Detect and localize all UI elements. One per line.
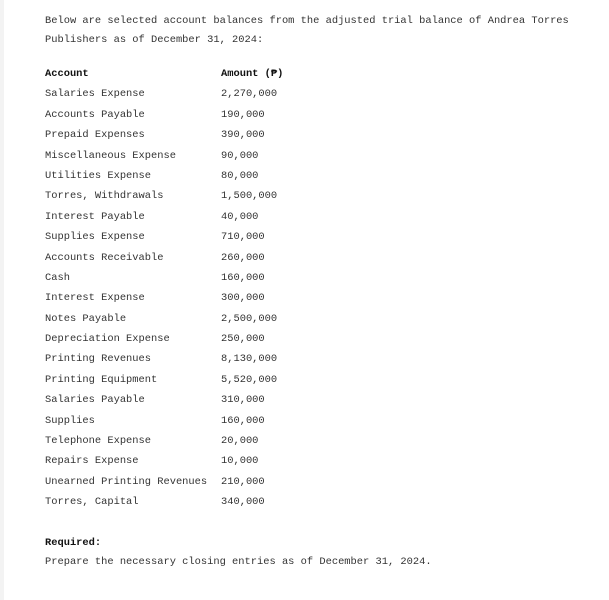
account-amount: 20,000 xyxy=(221,435,259,448)
account-amount: 8,130,000 xyxy=(221,353,278,366)
account-amount: 260,000 xyxy=(221,251,265,264)
account-name: Supplies xyxy=(45,414,95,427)
account-name: Prepaid Expenses xyxy=(45,129,145,142)
account-amount: 2,270,000 xyxy=(221,88,278,101)
account-amount: 210,000 xyxy=(221,475,265,488)
header-amount: Amount (₱) xyxy=(221,68,284,80)
account-name: Torres, Withdrawals xyxy=(45,190,164,203)
account-name: Printing Equipment xyxy=(45,373,158,386)
required-instruction: Prepare the necessary closing entries as of December 31, 2024. xyxy=(45,556,432,568)
account-name: Salaries Expense xyxy=(45,88,145,101)
account-amount: 190,000 xyxy=(221,108,265,121)
account-amount: 5,520,000 xyxy=(221,373,278,386)
account-amount: 1,500,000 xyxy=(221,190,278,203)
intro-line-1: Below are selected account balances from the adjusted trial balance of Andrea Torres xyxy=(45,15,569,27)
header-account: Account xyxy=(45,68,89,80)
account-amount: 340,000 xyxy=(221,496,265,509)
account-name: Printing Revenues xyxy=(45,353,152,366)
account-amount: 310,000 xyxy=(221,394,265,407)
account-amount: 300,000 xyxy=(221,292,265,305)
account-name: Interest Payable xyxy=(45,210,145,223)
account-amount: 160,000 xyxy=(221,271,265,284)
intro-paragraph xyxy=(45,12,605,50)
account-amount: 390,000 xyxy=(221,129,265,142)
account-name: Salaries Payable xyxy=(45,394,145,407)
account-name: Depreciation Expense xyxy=(45,333,170,346)
account-name: Interest Expense xyxy=(45,292,145,305)
account-name: Utilities Expense xyxy=(45,169,152,182)
intro-line-2: Publishers as of December 31, 2024: xyxy=(45,34,264,46)
account-name: Cash xyxy=(45,271,70,284)
account-amount: 710,000 xyxy=(221,231,265,244)
account-amount: 90,000 xyxy=(221,149,259,162)
account-name: Miscellaneous Expense xyxy=(45,149,176,162)
account-amount: 160,000 xyxy=(221,414,265,427)
left-margin-rule xyxy=(0,0,4,600)
required-label: Required: xyxy=(45,537,102,549)
account-name: Repairs Expense xyxy=(45,455,139,468)
account-name: Notes Payable xyxy=(45,312,127,325)
account-amount: 2,500,000 xyxy=(221,312,278,325)
account-name: Telephone Expense xyxy=(45,435,152,448)
account-name: Accounts Receivable xyxy=(45,251,164,264)
account-name: Supplies Expense xyxy=(45,231,145,244)
account-name: Accounts Payable xyxy=(45,108,145,121)
account-name: Torres, Capital xyxy=(45,496,139,509)
account-amount: 80,000 xyxy=(221,169,259,182)
account-name: Unearned Printing Revenues xyxy=(45,475,208,488)
account-amount: 250,000 xyxy=(221,333,265,346)
account-amount: 40,000 xyxy=(221,210,259,223)
account-amount: 10,000 xyxy=(221,455,259,468)
